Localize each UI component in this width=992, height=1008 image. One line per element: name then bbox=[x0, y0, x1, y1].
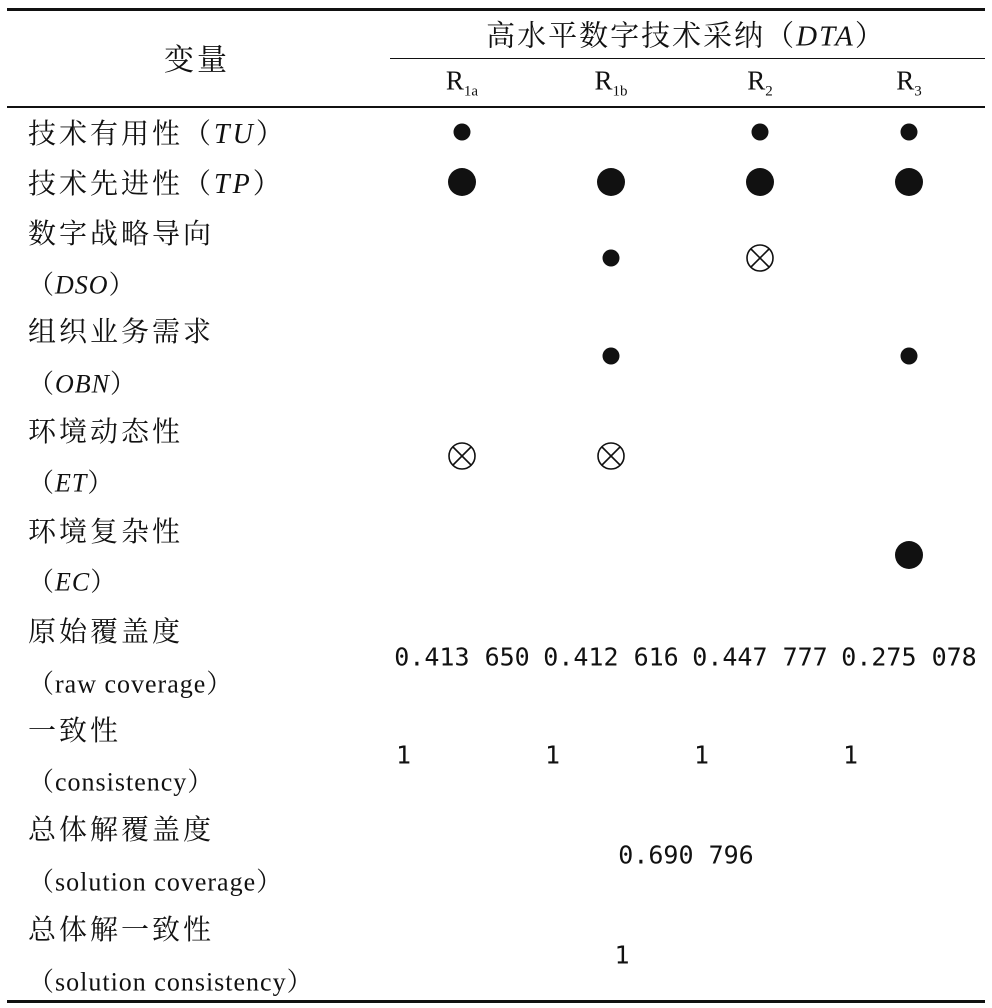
top-rule bbox=[7, 8, 985, 11]
header-config-r1a: $R_{1a}$ bbox=[445, 65, 479, 100]
absent-circled-x-icon-et-r1a bbox=[447, 441, 477, 471]
raw-coverage-r1b: 0.412 616 bbox=[543, 642, 679, 672]
row-sublabel-consistency: （consistency） bbox=[28, 767, 215, 797]
row-sublabel-raw-coverage: （raw coverage） bbox=[28, 669, 234, 699]
header-config-r1b: $R_{1b}$ bbox=[594, 65, 628, 100]
peripheral-present-dot-icon-obn-r1b bbox=[603, 348, 620, 365]
row-label-tp: 技术先进性（TP） bbox=[28, 167, 284, 200]
core-present-dot-icon-tp-r3 bbox=[895, 168, 923, 196]
row-label-consistency: 一致性 bbox=[28, 714, 122, 747]
row-label-tu: 技术有用性（TU） bbox=[28, 117, 287, 150]
row-label-solution-consistency: 总体解一致性 bbox=[28, 913, 215, 946]
bottom-rule bbox=[7, 1000, 985, 1003]
row-label-obn: 组织业务需求 bbox=[28, 315, 215, 348]
header-rule bbox=[7, 106, 985, 108]
consistency-r1a: 1 bbox=[396, 740, 412, 770]
row-label-solution-coverage: 总体解覆盖度 bbox=[28, 813, 215, 846]
solution-coverage-value: 0.690 796 bbox=[618, 840, 754, 870]
consistency-r3: 1 bbox=[843, 740, 859, 770]
peripheral-present-dot-icon-tu-r2 bbox=[752, 124, 769, 141]
consistency-r1b: 1 bbox=[545, 740, 561, 770]
peripheral-present-dot-icon-dso-r1b bbox=[603, 250, 620, 267]
consistency-r2: 1 bbox=[694, 740, 710, 770]
row-label-et: 环境动态性 bbox=[28, 415, 184, 448]
header-config-r2: $R_2$ bbox=[747, 65, 773, 100]
header-group: 高水平数字技术采纳（DTA） bbox=[486, 18, 886, 53]
row-sublabel-et: （ET） bbox=[28, 468, 115, 498]
core-present-dot-icon-ec-r3 bbox=[895, 541, 923, 569]
peripheral-present-dot-icon-tu-r1a bbox=[454, 124, 471, 141]
row-sublabel-dso: （DSO） bbox=[28, 270, 136, 300]
header-config-r3: $R_3$ bbox=[896, 65, 922, 100]
row-label-dso: 数字战略导向 bbox=[28, 217, 215, 250]
row-sublabel-ec: （EC） bbox=[28, 567, 118, 597]
core-present-dot-icon-tp-r1b bbox=[597, 168, 625, 196]
raw-coverage-r2: 0.447 777 bbox=[692, 642, 828, 672]
absent-circled-x-icon-et-r1b bbox=[596, 441, 626, 471]
core-present-dot-icon-tp-r1a bbox=[448, 168, 476, 196]
peripheral-present-dot-icon-obn-r3 bbox=[901, 348, 918, 365]
group-rule bbox=[390, 58, 985, 59]
solution-consistency-value: 1 bbox=[614, 940, 630, 970]
row-label-raw-coverage: 原始覆盖度 bbox=[28, 615, 184, 648]
row-label-ec: 环境复杂性 bbox=[28, 515, 184, 548]
core-present-dot-icon-tp-r2 bbox=[746, 168, 774, 196]
peripheral-present-dot-icon-tu-r3 bbox=[901, 124, 918, 141]
row-sublabel-obn: （OBN） bbox=[28, 369, 138, 399]
row-sublabel-solution-consistency: （solution consistency） bbox=[28, 967, 314, 997]
raw-coverage-r1a: 0.413 650 bbox=[394, 642, 530, 672]
absent-circled-x-icon-dso-r2 bbox=[745, 243, 775, 273]
row-sublabel-solution-coverage: （solution coverage） bbox=[28, 867, 284, 897]
header-variable: 变量 bbox=[164, 43, 230, 78]
raw-coverage-r3: 0.275 078 bbox=[841, 642, 977, 672]
